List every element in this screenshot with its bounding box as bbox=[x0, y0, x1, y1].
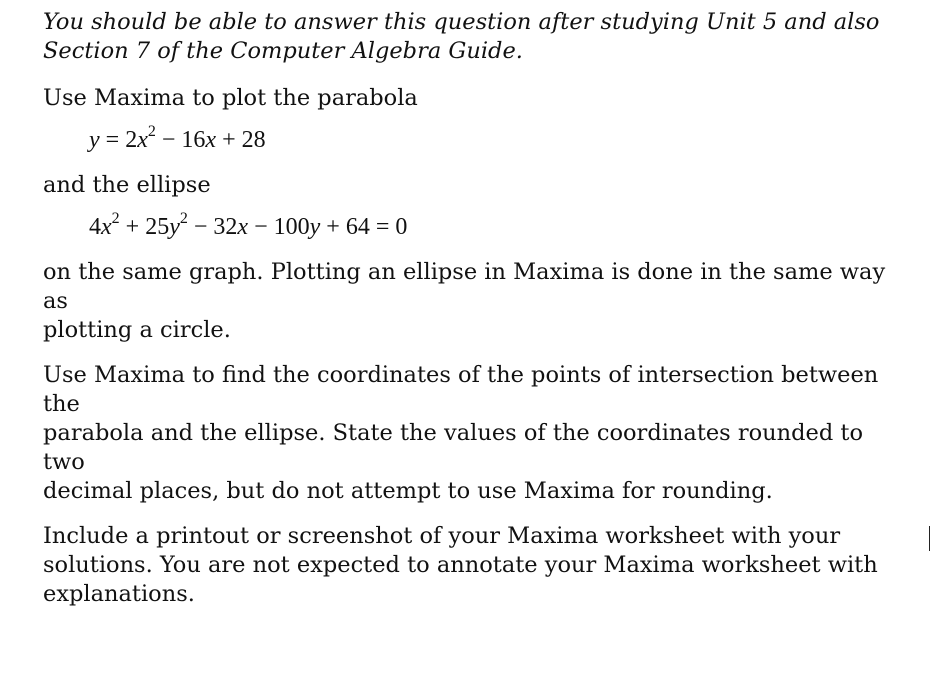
parabola-y: y bbox=[89, 127, 100, 153]
parabola-constant: 28 bbox=[241, 127, 266, 153]
parabola-equals: = bbox=[105, 127, 120, 153]
ellipse-equals: = bbox=[375, 214, 390, 240]
intro-note: You should be able to answer this question after studying Unit 5 and also Section 7 of the Computer Algebra Guide. bbox=[43, 9, 880, 64]
parabola-x-linear: x bbox=[205, 127, 217, 153]
ellipse-y-linear: y bbox=[309, 214, 321, 240]
parabola-exponent: 2 bbox=[147, 123, 156, 140]
question-content bbox=[43, 8, 893, 609]
ellipse-c4: 100 bbox=[273, 214, 310, 240]
ellipse-x-linear: x bbox=[237, 214, 249, 240]
same-graph-paragraph: on the same graph. Plotting an ellipse in Maxima is done in the same way as plotting a circle. bbox=[43, 259, 886, 343]
plot-instruction: Use Maxima to plot the parabola bbox=[43, 85, 418, 111]
ellipse-x: x bbox=[101, 214, 112, 240]
ellipse-equation bbox=[89, 210, 893, 244]
parabola-x: x bbox=[137, 127, 148, 153]
ellipse-exp1: 2 bbox=[111, 210, 120, 227]
ellipse-c2: 25 bbox=[145, 214, 170, 240]
ellipse-intro: and the ellipse bbox=[43, 172, 211, 198]
find-coordinates-paragraph: Use Maxima to find the coordinates of the points of intersection between the parabola and the ellipse. State the values of the coordinates rounded to two decimal places, but do not attempt to use Maxima for rounding. bbox=[43, 362, 879, 504]
ellipse-c5: 64 bbox=[345, 214, 370, 240]
text-cursor-icon bbox=[929, 526, 930, 551]
ellipse-minus1: − bbox=[193, 214, 208, 240]
ellipse-plus1: + bbox=[125, 214, 140, 240]
ellipse-y: y bbox=[169, 214, 180, 240]
parabola-equation bbox=[89, 123, 893, 157]
ellipse-minus2: − bbox=[254, 214, 268, 240]
ellipse-rhs: 0 bbox=[395, 214, 408, 240]
ellipse-exp2: 2 bbox=[179, 210, 188, 227]
ellipse-c3: 32 bbox=[213, 214, 238, 240]
parabola-plus: + bbox=[222, 127, 236, 153]
ellipse-c1: 4 bbox=[89, 214, 101, 240]
ellipse-plus2: + bbox=[326, 214, 340, 240]
parabola-minus: − bbox=[161, 127, 176, 153]
include-printout-paragraph: Include a printout or screenshot of your Maxima worksheet with your solutions. You are not expected to annotate your Maxima worksheet with explanations. bbox=[43, 523, 878, 607]
parabola-coef-a: 2 bbox=[125, 127, 138, 153]
parabola-coef-b: 16 bbox=[181, 127, 206, 153]
